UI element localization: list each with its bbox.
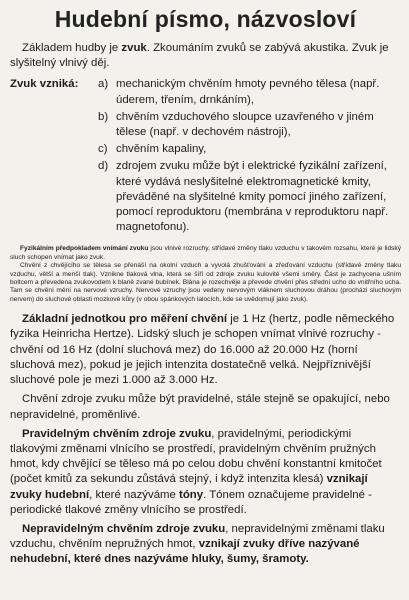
- small-print-paragraph-1: [10, 245, 401, 262]
- list-item: [98, 77, 401, 107]
- intro-paragraph: [10, 41, 401, 71]
- nepravidelnym-paragraph: [10, 522, 401, 568]
- list-item: [98, 142, 401, 157]
- list-item-text: mechanickým chvěním hmoty pevného tělesa (např. úderem, třením, drnkáním),: [116, 78, 380, 106]
- small-print-rest: jsou vlnivé rozruchy, střídavé změny tlaku vzduchu v takovém rozsahu, které je lidský sluch schopen vnímat jako zvuk.: [10, 245, 401, 261]
- list-item-letter: b): [98, 110, 109, 123]
- small-print-paragraph-2: Chvění z chvějícího se tělesa se přenáší na okolní vzduch a vyvolá zhušťování a zřeďování vzduchu (střídavé změny tlaku vzduchu, větší a menší tlak). Vznikne tlaková vlna, která se šíří od zdroje zvuku kulovitě všemi směry. Část je zachycena ušním boltcem a převedena zvukovodem k blaně zvané bubínek. Blána je rozechvěje a převede chvění přes střední ucho do vnitřního ucha. Tam se chvění mění na nervové vzruchy. Nervové vzruchy jsou vedeny nervovým vláknem sluchovou dráhou (procházi sluchovým nervem) do sluchové oblasti mozkové kůry (v obou spánkových lalocích, kde se uvědomují jako zvuk).: [10, 262, 401, 303]
- zvuk-vznika-heading: Zvuk vzniká:: [10, 78, 79, 91]
- pravidelnym-rest-3: . Tónem označujeme pravidelné - periodické tlakové změny vlnícího se prostředí.: [10, 488, 372, 516]
- pravidelnym-bold-2: vznikají zvuky hudební: [10, 473, 368, 501]
- list-item-text: chvěním kapaliny,: [116, 143, 207, 156]
- list-item-letter: a): [98, 78, 109, 91]
- pravidelnym-rest-2: , které nazýváme: [89, 488, 180, 501]
- nepravidelnym-bold: Nepravidelným chvěním zdroje zvuku: [22, 522, 226, 535]
- zakladni-jednotka-paragraph: [10, 312, 401, 388]
- intro-text: Základem hudby je: [22, 42, 122, 54]
- intro-bold: zvuk: [121, 42, 147, 54]
- zvuk-vznika-list: [98, 77, 401, 237]
- pravidelnym-rest-1: , pravidelnými, periodickými tlakovými změnami vlnícího se prostředí, pravidelným chvěním pružných hmot, kdy chvějící se těleso má po celou dobu chvění konstantní kmitočet (počet kmitů za sekundu zůstává stejný, i když intenzita klesá): [10, 427, 382, 486]
- chveni-zdroje-paragraph: Chvění zdroje zvuku může být pravidelné, stále stejně se opakující, nebo nepravidelné, proměnlivé.: [10, 393, 390, 421]
- nepravidelnym-rest-1: , nepravidelnými změnami tlaku vzduchu, chvěním nepružných hmot,: [10, 522, 385, 551]
- pravidelnym-bold: Pravidelným chvěním zdroje zvuku: [22, 427, 212, 440]
- list-item: [98, 159, 401, 235]
- list-item: [98, 110, 401, 140]
- zvuk-vznika-section: [10, 77, 401, 237]
- list-item-letter: d): [98, 160, 109, 173]
- nepravidelnym-bold-2: vznikají zvuky dříve nazývané nehudební, které dnes nazýváme hluky, šumy, šramoty.: [10, 538, 360, 566]
- list-item-text: zdrojem zvuku může být i elektrické fyzikální zařízení, které vydává neslyšitelné elektromagnetické kmity, převáděné na slyšitelné kmity pomocí jiného zařízení, pomocí reproduktoru (membrána v reproduktoru např. magnetofonu).: [116, 160, 389, 234]
- zakladni-rest: je 1 Hz (hertz, podle německého fyzika Heinricha Hertze). Lidský sluch je schopen vnímat vlnivé rozruchy - chvění od 16 Hz (dolní sluchová mez) do 16.000 až 20.000 Hz (horní sluchová mez), pokud je jejich intenzita dostatečně velká. Nejpříznivější sluchové pole je mezi 1.000 až 3.000 Hz.: [10, 313, 395, 387]
- small-print-section: [10, 245, 401, 304]
- pravidelnym-bold-3: tóny: [179, 488, 204, 501]
- intro-rest: . Zkoumáním zvuků se zabývá akustika. Zvuk je slyšitelný vlnivý děj.: [10, 42, 389, 70]
- list-item-letter: c): [98, 143, 108, 156]
- zakladni-bold: Základní jednotkou pro měření chvění: [22, 313, 228, 326]
- small-print-bold: Fyzikálním předpokladem vnímání zvuku: [20, 245, 149, 253]
- pravidelnym-paragraph: [10, 427, 401, 518]
- page-title: Hudební písmo, názvosloví: [54, 6, 357, 32]
- list-item-text: chvěním vzduchového sloupce uzavřeného v jiném tělese (např. v dechovém nástroji),: [116, 110, 374, 139]
